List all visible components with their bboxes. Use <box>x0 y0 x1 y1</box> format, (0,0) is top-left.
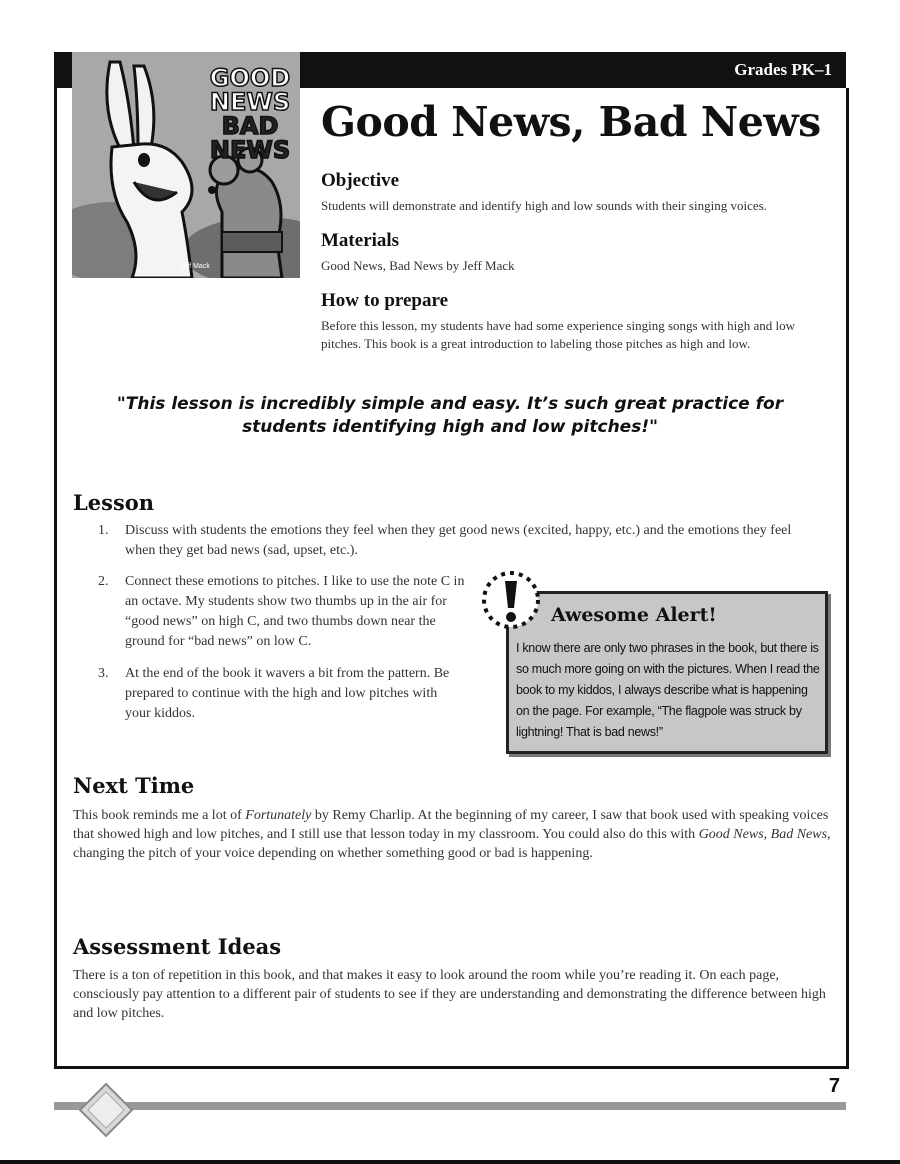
book-title: Good News, Bad News <box>698 827 828 842</box>
lesson-heading: Lesson <box>73 490 155 515</box>
lesson-item-text: Discuss with students the emotions they feel when they get good news (excited, happy, etc.) and the emotions they feel when they get bad news (sad, upset, etc.). <box>125 523 792 558</box>
lesson-item-text: At the end of the book it wavers a bit from the pattern. Be prepared to continue with the high and low pitches with your kiddos. <box>125 666 450 721</box>
next-time-text-part: , changing the pitch of your voice depending on whether something good or bad is happening. <box>73 827 831 861</box>
book-cover <box>72 52 300 278</box>
objective-text: Students will demonstrate and identify high and low sounds with their singing voices. <box>321 198 767 213</box>
next-time-text <box>73 806 833 863</box>
lesson-item-2 <box>98 572 473 652</box>
lesson-item-text: Connect these emotions to pitches. I like to use the note C in an octave. My students show two thumbs up in the air for “good news” on high C, and two thumbs down near the ground for “bad news” on low C. <box>125 574 465 649</box>
exclamation-icon <box>476 565 546 635</box>
assessment-heading: Assessment Ideas <box>73 934 282 959</box>
prepare-text: Before this lesson, my students have had some experience singing songs with high and low pitches. This book is a great introduction to labeling those pitches as high and low. <box>321 318 796 351</box>
cover-title-line-4: NEWS <box>209 136 291 164</box>
objective-heading: Objective <box>321 170 400 191</box>
lesson-item-number: 3. <box>98 666 109 681</box>
bottom-rule <box>0 1160 900 1164</box>
lesson-item-number: 2. <box>98 574 109 589</box>
lesson-item-1 <box>98 521 825 561</box>
grade-label: Grades PK–1 <box>734 60 832 79</box>
book-title: Fortunately <box>245 808 312 823</box>
next-time-text-part: This book reminds me a lot of <box>73 808 246 823</box>
cover-title-line-2: NEWS <box>209 88 291 116</box>
prepare-heading: How to prepare <box>321 290 449 311</box>
alert-text: I know there are only two phrases in the book, but there is so much more going on with the pictures. When I read the book to my kiddos, I always describe what is happening on the page. For example, “The flagpole was struck by lightning! That is bad news!” <box>516 641 820 739</box>
lesson-item-3 <box>98 664 455 724</box>
assessment-text: There is a ton of repetition in this book, and that makes it easy to look around the room while you’re reading it. On each page, consciously pay attention to a different pair of students to see if they are understanding and demonstrating the difference between high and low pitches. <box>73 968 826 1021</box>
page-number: 7 <box>828 1075 840 1097</box>
book-cover-illustration <box>72 52 300 278</box>
cover-title-line-3: BAD <box>221 112 279 140</box>
alert-title: Awesome Alert! <box>551 604 717 626</box>
footer-diamond-icon <box>78 1082 134 1138</box>
footer-bar <box>54 1102 846 1110</box>
next-time-text-part: by Remy Charlip. At the beginning of my career, I saw that book used with speaking voices that showed high and low pitches, and I still use that lesson today in my classroom. You could also do this with <box>73 808 829 842</box>
page-title: Good News, Bad News <box>321 98 821 146</box>
next-time-heading: Next Time <box>73 773 195 798</box>
cover-title-line-1: GOOD <box>209 64 291 92</box>
materials-text: Good News, Bad News by Jeff Mack <box>321 258 515 273</box>
awesome-alert-box <box>506 591 828 754</box>
pull-quote: "This lesson is incredibly simple and easy. It’s such great practice for students identifying high and low pitches!" <box>116 394 784 437</box>
lesson-item-number: 1. <box>98 523 109 538</box>
materials-heading: Materials <box>321 230 400 251</box>
cover-author: Jeff Mack <box>180 263 210 270</box>
